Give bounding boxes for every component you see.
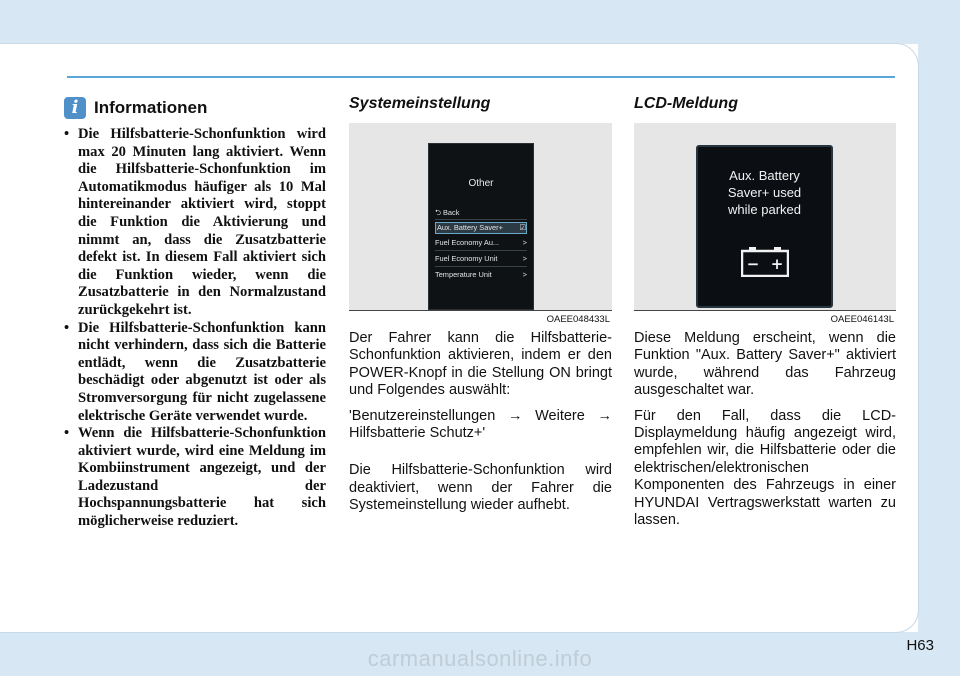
system-paragraph-1: Der Fahrer kann die Hilfsbatterie-Schonfunktion aktivieren, indem er den POWER-Knopf in die Stellung ON bringt und Folgendes auswählt:	[349, 330, 612, 399]
settings-divider	[435, 250, 527, 251]
settings-item-fuel-economy-unit	[435, 254, 527, 263]
info-column	[60, 92, 326, 531]
lcd-column	[634, 92, 896, 529]
info-bullet-2: • Die Hilfsbatterie-Schonfunktion kann nicht verhindern, dass sich die Batterie entlädt, wenn die Zusatzbatterie beschädigt oder abgenutzt ist oder als Stromversorgung für nicht zugelassene elektrische Geräte verwendet wurde.	[60, 320, 326, 426]
system-column	[349, 92, 612, 515]
info-title: Informationen	[94, 98, 208, 117]
settings-screen-title: Other	[468, 178, 494, 189]
figure-code: OAEE048433L	[546, 314, 610, 325]
lcd-section-title: LCD-Meldung	[634, 95, 738, 112]
settings-item-label: Fuel Economy Au...	[435, 238, 500, 247]
settings-item-fuel-economy-auto	[435, 238, 527, 247]
checkbox-icon: ☑	[519, 223, 526, 232]
lcd-paragraph-1: Diese Meldung erscheint, wenn die Funktion "Aux. Battery Saver+" aktiviert wurde, während das Fahrzeug ausgeschaltet war.	[634, 330, 896, 399]
system-section-title: Systemeinstellung	[349, 95, 491, 112]
frame-top	[0, 0, 960, 44]
settings-screen	[428, 143, 534, 310]
cluster-message-line-3: while parked	[728, 202, 801, 217]
system-paragraph-2: 'Benutzereinstellungen → Weitere → Hilfsbatterie Schutz+'	[349, 407, 612, 442]
cluster-message-line-1: Aux. Battery	[729, 168, 800, 183]
settings-item-label: Fuel Economy Unit	[435, 254, 498, 263]
info-bullet-1: • Die Hilfsbatterie-Schonfunktion wird max 20 Minuten lang aktiviert. Wenn die Hilfsbatterie-Schonfunktion im Automatikmodus häufiger als 10 Mal hintereinander aktiviert wird, stoppt die Funktion die Aktivierung und nimmt an, dass die Zusatzbatterie defekt ist. In diesem Fall aktiviert sich die Funktion wieder, wenn die Zusatzbatterie in den Normalzustand zurückgekehrt ist.	[60, 126, 326, 320]
settings-item-label: Temperature Unit	[435, 270, 492, 279]
page-number: H63	[906, 637, 934, 654]
settings-item-label: ⮌ Back	[435, 208, 460, 217]
info-bullet-3: • Wenn die Hilfsbatterie-Schonfunktion aktiviert wurde, wird eine Meldung im Kombiinstrument angezeigt, und der Ladezustand der Hochspannungsbatterie hat sich möglicherweise reduziert.	[60, 425, 326, 531]
battery-icon	[741, 247, 789, 277]
system-paragraph-3: Die Hilfsbatterie-Schonfunktion wird deaktiviert, wenn der Fahrer die Systemeinstellung wieder aufhebt.	[349, 462, 612, 514]
header-rule	[67, 76, 895, 78]
settings-item-aux-battery-saver	[435, 222, 527, 234]
battery-plus-sign: +	[770, 255, 784, 273]
info-icon: i	[64, 97, 86, 119]
cluster-screen	[696, 145, 833, 308]
frame-right	[918, 0, 960, 676]
lcd-figure	[634, 123, 896, 325]
info-heading	[64, 92, 326, 124]
settings-item-label: Aux. Battery Saver+	[437, 223, 503, 232]
settings-divider	[435, 219, 527, 220]
chevron-right-icon: >	[522, 254, 527, 263]
info-bullet-list	[60, 126, 326, 531]
settings-divider	[435, 266, 527, 267]
settings-item-temperature-unit	[435, 270, 527, 279]
figure-code: OAEE046143L	[830, 314, 894, 325]
cluster-message-line-2: Saver+ used	[727, 185, 802, 200]
chevron-right-icon: >	[522, 238, 527, 247]
lcd-paragraph-2: Für den Fall, dass die LCD-Displaymeldung häufig angezeigt wird, empfehlen wir, die Hilfsbatterie oder die elektrischen/elektronischen Komponenten des Fahrzeugs in einer HYUNDAI Vertragswerkstatt warten zu lassen.	[634, 407, 896, 529]
system-figure	[349, 123, 612, 325]
watermark: carmanualsonline.info	[367, 646, 593, 671]
chevron-right-icon: >	[522, 270, 527, 279]
cluster-message	[698, 167, 831, 218]
battery-minus-sign: −	[746, 255, 760, 273]
